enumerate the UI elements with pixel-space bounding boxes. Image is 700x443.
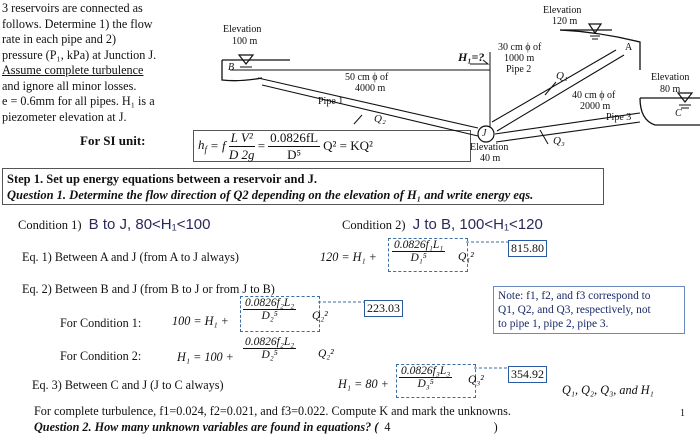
q1-label: Q₁ bbox=[556, 70, 568, 82]
eq2-cond2-lhs: H₁ = 100 + bbox=[177, 350, 234, 364]
reservoir-diagram bbox=[0, 0, 700, 170]
elevation-A-label: Elevation bbox=[543, 5, 582, 16]
pipe1-diameter: 50 cm ϕ of bbox=[345, 72, 389, 83]
problem-line: follows. Determine 1) the flow bbox=[2, 16, 153, 31]
step1-heading: Step 1. Set up energy equations between a reservoir and J. bbox=[7, 172, 317, 186]
eq2-answer-input[interactable]: 223.03 bbox=[364, 300, 403, 317]
elevation-B-label: Elevation bbox=[223, 24, 262, 35]
elevation-C-value: 80 m bbox=[660, 84, 681, 95]
problem-line: e = 0.6mm for all pipes. H₁ is a bbox=[2, 94, 155, 108]
eq2-cond1-fraction: $\frac{\text{0.0826f₂L₂}}{\text{D₂⁵}}$ bbox=[245, 297, 295, 322]
note-line: to pipe 1, pipe 2, pipe 3. bbox=[498, 318, 609, 330]
pipe1-length: 4000 m bbox=[355, 83, 386, 94]
elevation-J-label: Elevation bbox=[470, 142, 509, 153]
formula-equals-f: = f bbox=[210, 138, 226, 153]
eq2-cond1-q: Q₂² bbox=[312, 310, 328, 322]
question2-text: Question 2. How many unknown variables are found in equations? ( bbox=[34, 420, 379, 434]
page-number: 1 bbox=[680, 408, 685, 419]
pipe2-diameter: 30 cm ϕ of bbox=[498, 42, 542, 53]
pipe3-name: Pipe 3 bbox=[606, 112, 632, 123]
condition-1 bbox=[18, 216, 210, 233]
pipe2-name: Pipe 2 bbox=[506, 64, 532, 75]
eq2-cond1-lhs: 100 = H₁ + bbox=[172, 314, 229, 328]
eq2-cond2-q: Q₂² bbox=[318, 348, 334, 360]
eq1-q: Q₁² bbox=[458, 251, 474, 263]
hj-label: H₁=? bbox=[458, 50, 485, 64]
eq2-cond2-label: For Condition 2: bbox=[60, 349, 142, 363]
formula-kq2: Q² = KQ² bbox=[323, 138, 373, 153]
si-unit-label: For SI unit: bbox=[80, 133, 146, 148]
problem-line: 3 reservoirs are connected as bbox=[2, 1, 143, 15]
step1-box bbox=[2, 168, 604, 205]
condition-2-prefix: Condition 2) bbox=[342, 218, 406, 232]
eq3-label: Eq. 3) Between C and J (J to C always) bbox=[32, 378, 224, 392]
note-box bbox=[493, 286, 685, 334]
elevation-B-value: 100 m bbox=[232, 36, 258, 47]
formula-equals: = bbox=[257, 138, 266, 153]
condition-1-prefix: Condition 1) bbox=[18, 218, 82, 232]
problem-line: piezometer elevation at J. bbox=[2, 109, 127, 124]
pipe3-diameter: 40 cm ϕ of bbox=[572, 90, 616, 101]
label-C: C bbox=[675, 108, 682, 119]
question2-close: ) bbox=[493, 420, 498, 434]
turbulence-line: For complete turbulence, f1=0.024, f2=0.021, and f3=0.022. Compute K and mark the unknowns. bbox=[34, 404, 511, 418]
eq3-answer-input[interactable]: 354.92 bbox=[508, 366, 547, 383]
note-line: Q1, Q2, and Q3, respectively, not bbox=[498, 304, 651, 316]
problem-line: rate in each pipe and 2) bbox=[2, 32, 117, 46]
label-A: A bbox=[625, 42, 633, 53]
eq2-cond2-fraction: $\frac{\text{0.0826f₂L₂}}{\text{D₂⁵}}$ bbox=[245, 336, 295, 361]
formula-fraction-2: $\frac{0.0826fL}{\text{D⁵}}$ bbox=[270, 129, 319, 162]
unknowns-list: Q₁, Q₂, Q₃, and H₁ bbox=[562, 383, 654, 397]
label-B: B bbox=[228, 62, 235, 73]
eq1-lhs: 120 = H₁ + bbox=[320, 250, 377, 264]
reservoir-C bbox=[640, 93, 700, 125]
eq1-fraction: $\frac{\text{0.0826f₁L₁}}{\text{D₁⁵}}$ bbox=[394, 239, 444, 264]
problem-line: and ignore all minor losses. bbox=[2, 78, 137, 93]
eq1-answer-input[interactable]: 815.80 bbox=[508, 240, 547, 257]
eq2-label: Eq. 2) Between B and J (from B to J or from J to B) bbox=[22, 282, 275, 296]
elevation-A-value: 120 m bbox=[552, 16, 578, 27]
hf-symbol: $h_f$ bbox=[198, 137, 208, 155]
eq3-fraction: $\frac{\text{0.0826f₃L₃}}{\text{D₃⁵}}$ bbox=[401, 365, 451, 390]
problem-line: pressure (P₁, kPa) at Junction J. bbox=[2, 47, 157, 62]
label-J: J bbox=[482, 128, 487, 139]
eq3-q: Q₃² bbox=[468, 374, 484, 386]
elevation-C-label: Elevation bbox=[651, 72, 690, 83]
note-line: Note: f1, f2, and f3 correspond to bbox=[498, 290, 651, 302]
question1-text: Question 1. Determine the flow direction of Q2 depending on the elevation of H₁ and write energy eqs. bbox=[7, 188, 534, 202]
q2-label: Q₂ bbox=[374, 113, 386, 125]
eq3-lhs: H₁ = 80 + bbox=[338, 377, 389, 391]
condition-2-text: J to B, 100<H₁<120 bbox=[412, 216, 543, 233]
pipe3-length: 2000 m bbox=[580, 101, 611, 112]
condition-1-text: B to J, 80<H₁<100 bbox=[88, 216, 211, 233]
eq1-label: Eq. 1) Between A and J (from A to J always) bbox=[22, 250, 239, 264]
formula-fraction-1: $\frac{\text{L V²}}{D 2g}$ bbox=[228, 129, 255, 162]
question2-line bbox=[34, 420, 498, 435]
eq2-cond1-label: For Condition 1: bbox=[60, 316, 142, 330]
pipe1-name: Pipe 1 bbox=[318, 96, 344, 107]
elevation-J-value: 40 m bbox=[480, 153, 501, 164]
pipe2-length: 1000 m bbox=[504, 53, 535, 64]
problem-line: Assume complete turbulence bbox=[2, 63, 144, 77]
condition-2 bbox=[342, 216, 543, 233]
question2-answer-input[interactable]: 4 bbox=[384, 420, 391, 434]
q3-label: Q₃ bbox=[553, 135, 565, 147]
